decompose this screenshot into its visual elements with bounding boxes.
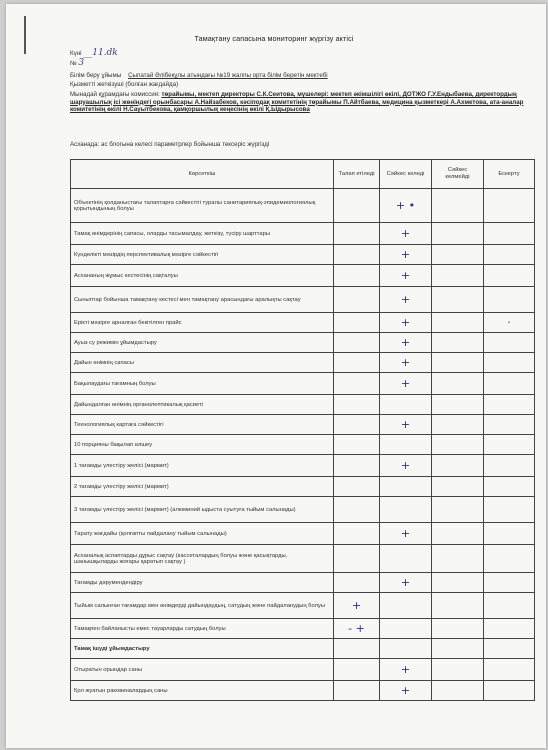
matches-cell: +: [380, 455, 432, 477]
not-matches-cell: [432, 373, 484, 395]
table-row: [71, 619, 535, 639]
required-cell: [334, 333, 380, 353]
required-cell: [334, 245, 380, 265]
indicator-cell: Тағамды дәрумендендіру: [71, 573, 334, 593]
matches-cell: +: [380, 265, 432, 287]
indicator-cell: Ауыз су режимін ұйымдастыру: [71, 333, 334, 353]
matches-cell: [380, 477, 432, 497]
indicator-cell: Асхананың жұмыс кестесінің сақталуы: [71, 265, 334, 287]
commission-value: төрайымы, мектеп директоры С.К.Сеитова, мүшелері: мектеп әкімшілігі өкілі, ДОТЖО Г.У.Ендыбаева, директордың шаруашылық ісі жөніндегі орынбасары А.Найзабеков, кәсіподақ комитетінің төрайымы П.Айтбаева, медицина қызметкері А.Ахметова, ата-аналар комитетінің өкілі Н.Сауытбекова, қамқоршылық кеңесінің өкілі Қ.Ыдырысова: [70, 91, 524, 114]
note-cell: [484, 639, 535, 659]
note-cell: [484, 353, 535, 373]
matches-cell: +: [380, 573, 432, 593]
matches-cell: +: [380, 373, 432, 395]
indicator-cell: Асханалық аспаптарды дұрыс сақтау (кассеталардың болуы және қасықтарды, шанышқыларды жоғары қаратып сақтау ): [71, 545, 334, 573]
table-row: [71, 545, 535, 573]
note-cell: [484, 435, 535, 455]
required-cell: [334, 477, 380, 497]
required-cell: [334, 455, 380, 477]
matches-cell: +: [380, 287, 432, 313]
note-cell: [484, 395, 535, 415]
note-cell: [484, 455, 535, 477]
note-cell: [484, 573, 535, 593]
note-cell: [484, 619, 535, 639]
table-row: [71, 639, 535, 659]
table-row: [71, 573, 535, 593]
col-not-matches: Сәйкес келмейді: [432, 160, 484, 189]
document-title: Тамақтану сапасына мониторинг жүргізу актісі: [194, 34, 354, 43]
required-cell: [334, 287, 380, 313]
required-cell: [334, 313, 380, 333]
not-matches-cell: [432, 189, 484, 223]
not-matches-cell: [432, 265, 484, 287]
required-cell: [334, 395, 380, 415]
indicator-cell: Қол жуатын раковиналардың саны: [71, 681, 334, 701]
table-row: [71, 333, 535, 353]
not-matches-cell: [432, 545, 484, 573]
number-line: [70, 60, 530, 68]
supplier-label: Қызметті жеткізуші (болған жағдайда): [70, 81, 179, 88]
commission-label: Мынадай құрамдағы комиссия:: [70, 91, 160, 98]
note-cell: [484, 523, 535, 545]
table-row: [71, 681, 535, 701]
note-cell: [484, 189, 535, 223]
note-cell: [484, 287, 535, 313]
matches-cell: +: [380, 659, 432, 681]
indicator-cell: Ерікті мәзірге арналған бекітілген прайс: [71, 313, 334, 333]
note-cell: [484, 333, 535, 353]
required-cell: [334, 639, 380, 659]
table-row: [71, 373, 535, 395]
commission-block: [70, 91, 530, 114]
indicator-cell: Тамақ өнімдерінің сапасы, оларды тасымалдау, жеткізу, түсіру шарттары: [71, 223, 334, 245]
note-cell: [484, 265, 535, 287]
org-value: Сыпатай Әлібекұлы атындағы №19 жалпы орта білім беретін мектебі: [128, 72, 328, 79]
col-required: Талап етіледі: [334, 160, 380, 189]
number-label: №: [70, 60, 77, 67]
table-row: [71, 523, 535, 545]
indicator-cell: 10 порцияны бақылап өлшеу: [71, 435, 334, 455]
indicator-cell: Дайындалған өнімнің органолептикалық қасиеті: [71, 395, 334, 415]
required-cell: [334, 573, 380, 593]
table-row: [71, 455, 535, 477]
note-cell: [484, 415, 535, 435]
indicator-cell: Тарату жағдайы (қолғапты пайдалану тыйым салынады): [71, 523, 334, 545]
required-cell: [334, 189, 380, 223]
required-cell: [334, 497, 380, 523]
date-line: [70, 50, 530, 58]
table-row: [71, 593, 535, 619]
matches-cell: + •: [380, 189, 432, 223]
matches-cell: +: [380, 333, 432, 353]
note-cell: [484, 545, 535, 573]
monitoring-table: [70, 159, 535, 701]
required-cell: [334, 353, 380, 373]
not-matches-cell: [432, 245, 484, 265]
not-matches-cell: [432, 477, 484, 497]
matches-cell: +: [380, 223, 432, 245]
matches-cell: +: [380, 353, 432, 373]
not-matches-cell: [432, 333, 484, 353]
required-cell: [334, 265, 380, 287]
not-matches-cell: [432, 497, 484, 523]
number-value: 3: [78, 58, 85, 68]
indicator-cell: 3 тағамды үлестіру желісі (мармит) (алюминий ыдыста суытуға тыйым салынады): [71, 497, 334, 523]
required-cell: [334, 545, 380, 573]
table-header-row: [71, 160, 535, 189]
not-matches-cell: [432, 353, 484, 373]
matches-cell: +: [380, 245, 432, 265]
table-row: [71, 477, 535, 497]
matches-cell: +: [380, 415, 432, 435]
note-cell: [484, 659, 535, 681]
note-cell: ·: [484, 313, 535, 333]
col-note: Ескерту: [484, 160, 535, 189]
not-matches-cell: [432, 395, 484, 415]
not-matches-cell: [432, 415, 484, 435]
indicator-cell: 1 тағамды үлестіру желісі (мармит): [71, 455, 334, 477]
indicator-cell: Технологиялық картаға сәйкестігі: [71, 415, 334, 435]
not-matches-cell: [432, 223, 484, 245]
table-row: [71, 313, 535, 333]
matches-cell: [380, 545, 432, 573]
matches-cell: [380, 593, 432, 619]
matches-cell: +: [380, 313, 432, 333]
required-cell: [334, 373, 380, 395]
indicator-cell: Объектінің қолданыстағы талаптарға сәйкестігі туралы санитариялық-эпидемиологиялық қорытындының болуы: [71, 189, 334, 223]
indicator-cell: 2 тағамды үлестіру желісі (мармит): [71, 477, 334, 497]
indicator-cell: Сыныптар бойынша тамақтану кестесі мен тамақтану арасындағы аралықты сақтау: [71, 287, 334, 313]
matches-cell: [380, 619, 432, 639]
org-label: Білім беру ұйымы: [70, 72, 122, 79]
required-cell: [334, 659, 380, 681]
not-matches-cell: [432, 593, 484, 619]
required-cell: [334, 435, 380, 455]
not-matches-cell: [432, 659, 484, 681]
not-matches-cell: [432, 455, 484, 477]
not-matches-cell: [432, 619, 484, 639]
required-cell: +: [334, 593, 380, 619]
note-cell: [484, 373, 535, 395]
intro-text: Асханада: ас блогына келесі параметрлер бойынша тексеріс жүргізді: [70, 141, 270, 148]
not-matches-cell: [432, 681, 484, 701]
matches-cell: [380, 639, 432, 659]
date-value: __11.dk: [83, 48, 118, 58]
indicator-cell: Тамақпен байланысты емес тауарларды сатудың болуы: [71, 619, 334, 639]
not-matches-cell: [432, 523, 484, 545]
required-cell: [334, 223, 380, 245]
indicator-cell: Тамақ ішуді ұйымдастыру: [71, 639, 334, 659]
table-row: [71, 415, 535, 435]
table-row: [71, 497, 535, 523]
table-row: [71, 435, 535, 455]
indicator-cell: Күнделікті мәзірдің перспективалық мәзірге сәйкестігі: [71, 245, 334, 265]
matches-cell: +: [380, 523, 432, 545]
note-cell: [484, 497, 535, 523]
note-cell: [484, 245, 535, 265]
table-row: [71, 659, 535, 681]
not-matches-cell: [432, 287, 484, 313]
matches-cell: [380, 497, 432, 523]
supplier-line: [70, 81, 530, 89]
table-row: [71, 245, 535, 265]
date-label: Күні: [70, 50, 82, 57]
note-cell: [484, 477, 535, 497]
indicator-cell: Дайын өнімнің сапасы: [71, 353, 334, 373]
required-cell: [334, 681, 380, 701]
not-matches-cell: [432, 639, 484, 659]
matches-cell: [380, 395, 432, 415]
col-matches: Сәйкес келеді: [380, 160, 432, 189]
not-matches-cell: [432, 435, 484, 455]
org-line: [70, 72, 530, 80]
indicator-cell: Отыратын орындар саны: [71, 659, 334, 681]
table-row: [71, 223, 535, 245]
matches-cell: +: [380, 681, 432, 701]
not-matches-cell: [432, 313, 484, 333]
required-cell: [334, 523, 380, 545]
note-cell: [484, 223, 535, 245]
indicator-cell: Бақылаудағы тағамның болуы: [71, 373, 334, 395]
matches-cell: [380, 435, 432, 455]
table-row: [71, 287, 535, 313]
note-cell: [484, 593, 535, 619]
not-matches-cell: [432, 573, 484, 593]
table-row: [71, 395, 535, 415]
required-cell: [334, 415, 380, 435]
required-cell: - +: [334, 619, 380, 639]
col-indicator: Көрсеткіш: [71, 160, 334, 189]
indicator-cell: Тыйым салынған тағамдар мен өнімдерді дайындаудың, сатудың және пайдаланудың болуы: [71, 593, 334, 619]
table-row: [71, 353, 535, 373]
note-cell: [484, 681, 535, 701]
table-row: [71, 265, 535, 287]
table-row: [71, 189, 535, 223]
